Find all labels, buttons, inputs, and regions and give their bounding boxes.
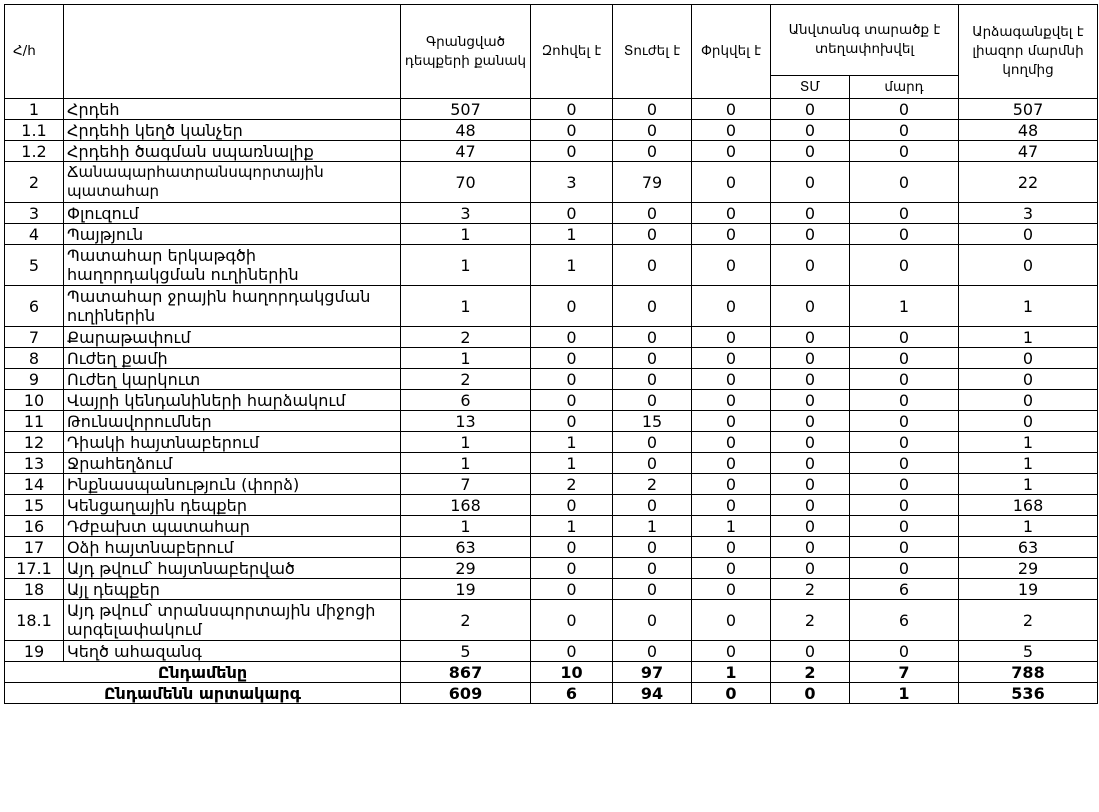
cell-rescued: 0 <box>692 537 771 558</box>
row-index: 18 <box>5 579 64 600</box>
cell-injured: 0 <box>613 600 692 641</box>
cell-people: 0 <box>850 224 959 245</box>
cell-vehicles: 0 <box>771 245 850 286</box>
table-row <box>5 474 1098 495</box>
row-name: Հրդեհի կեղծ կանչեր <box>64 120 401 141</box>
cell-rescued: 0 <box>692 474 771 495</box>
cell-vehicles: 0 <box>771 162 850 203</box>
header-index: Հ/հ <box>5 5 64 99</box>
cell-died: 0 <box>531 120 613 141</box>
cell-responded: 47 <box>959 141 1098 162</box>
cell-died: 0 <box>531 537 613 558</box>
row-index: 12 <box>5 432 64 453</box>
cell-vehicles: 0 <box>771 120 850 141</box>
cell-registered: 6 <box>401 390 531 411</box>
cell-injured: 15 <box>613 411 692 432</box>
cell-people: 0 <box>850 162 959 203</box>
row-name: Ջրահեղձում <box>64 453 401 474</box>
cell-vehicles: 0 <box>771 224 850 245</box>
cell-responded: 0 <box>959 390 1098 411</box>
cell-died: 0 <box>531 327 613 348</box>
total-responded: 788 <box>959 662 1098 683</box>
cell-died: 0 <box>531 641 613 662</box>
table-row <box>5 516 1098 537</box>
cell-injured: 0 <box>613 224 692 245</box>
row-index: 2 <box>5 162 64 203</box>
row-name: Պատահար երկաթգծի հաղորդակցման ուղիներին <box>64 245 401 286</box>
table-row <box>5 203 1098 224</box>
row-index: 17 <box>5 537 64 558</box>
cell-people: 0 <box>850 348 959 369</box>
table-row <box>5 495 1098 516</box>
row-index: 19 <box>5 641 64 662</box>
cell-died: 1 <box>531 432 613 453</box>
cell-injured: 0 <box>613 432 692 453</box>
cell-responded: 0 <box>959 224 1098 245</box>
row-name: Դիակի հայտնաբերում <box>64 432 401 453</box>
cell-injured: 0 <box>613 390 692 411</box>
table-row <box>5 120 1098 141</box>
cell-people: 6 <box>850 579 959 600</box>
cell-injured: 0 <box>613 141 692 162</box>
cell-registered: 1 <box>401 453 531 474</box>
cell-responded: 0 <box>959 369 1098 390</box>
cell-injured: 0 <box>613 286 692 327</box>
cell-rescued: 0 <box>692 579 771 600</box>
cell-injured: 0 <box>613 579 692 600</box>
cell-responded: 168 <box>959 495 1098 516</box>
table-row <box>5 641 1098 662</box>
table-body <box>5 99 1098 704</box>
row-index: 1.2 <box>5 141 64 162</box>
cell-people: 0 <box>850 516 959 537</box>
cell-responded: 507 <box>959 99 1098 120</box>
cell-died: 1 <box>531 224 613 245</box>
cell-injured: 0 <box>613 99 692 120</box>
cell-people: 1 <box>850 286 959 327</box>
cell-rescued: 0 <box>692 141 771 162</box>
cell-died: 1 <box>531 245 613 286</box>
row-name: Կեղծ ահազանգ <box>64 641 401 662</box>
row-name: Փլուզում <box>64 203 401 224</box>
table-row <box>5 537 1098 558</box>
cell-people: 0 <box>850 641 959 662</box>
cell-rescued: 0 <box>692 99 771 120</box>
cell-responded: 22 <box>959 162 1098 203</box>
cell-injured: 0 <box>613 348 692 369</box>
total-died: 10 <box>531 662 613 683</box>
cell-responded: 1 <box>959 327 1098 348</box>
cell-injured: 0 <box>613 558 692 579</box>
cell-responded: 0 <box>959 348 1098 369</box>
row-name: Քարաթափում <box>64 327 401 348</box>
cell-died: 0 <box>531 495 613 516</box>
cell-responded: 48 <box>959 120 1098 141</box>
total-row <box>5 683 1098 704</box>
cell-people: 0 <box>850 474 959 495</box>
total-injured: 94 <box>613 683 692 704</box>
cell-people: 0 <box>850 411 959 432</box>
table-row <box>5 600 1098 641</box>
cell-registered: 29 <box>401 558 531 579</box>
total-vehicles: 2 <box>771 662 850 683</box>
cell-people: 0 <box>850 141 959 162</box>
header-injured: Տուժել է <box>613 5 692 99</box>
cell-injured: 0 <box>613 245 692 286</box>
total-people: 7 <box>850 662 959 683</box>
cell-people: 0 <box>850 120 959 141</box>
cell-registered: 7 <box>401 474 531 495</box>
cell-people: 0 <box>850 453 959 474</box>
cell-rescued: 0 <box>692 203 771 224</box>
cell-rescued: 0 <box>692 600 771 641</box>
row-index: 7 <box>5 327 64 348</box>
cell-vehicles: 0 <box>771 286 850 327</box>
cell-people: 0 <box>850 327 959 348</box>
cell-vehicles: 2 <box>771 579 850 600</box>
header-name <box>64 5 401 99</box>
row-name: Հրդեհի ծագման սպառնալիք <box>64 141 401 162</box>
cell-died: 0 <box>531 411 613 432</box>
table-row <box>5 390 1098 411</box>
cell-rescued: 0 <box>692 411 771 432</box>
cell-rescued: 0 <box>692 432 771 453</box>
cell-people: 0 <box>850 432 959 453</box>
cell-registered: 13 <box>401 411 531 432</box>
cell-vehicles: 0 <box>771 432 850 453</box>
header-relocated-people: մարդ <box>850 76 959 99</box>
cell-injured: 0 <box>613 327 692 348</box>
row-name: Ուժեղ քամի <box>64 348 401 369</box>
row-index: 10 <box>5 390 64 411</box>
table-header <box>5 5 1098 99</box>
table-row <box>5 348 1098 369</box>
cell-died: 0 <box>531 558 613 579</box>
row-name: Ուժեղ կարկուտ <box>64 369 401 390</box>
total-row <box>5 662 1098 683</box>
table-row <box>5 327 1098 348</box>
cell-responded: 0 <box>959 411 1098 432</box>
cell-people: 0 <box>850 537 959 558</box>
cell-vehicles: 2 <box>771 600 850 641</box>
cell-registered: 5 <box>401 641 531 662</box>
row-name: Կենցաղային դեպքեր <box>64 495 401 516</box>
cell-vehicles: 0 <box>771 537 850 558</box>
cell-registered: 2 <box>401 369 531 390</box>
header-died: Զոհվել է <box>531 5 613 99</box>
table-row <box>5 558 1098 579</box>
row-name: Այլ դեպքեր <box>64 579 401 600</box>
cell-registered: 168 <box>401 495 531 516</box>
cell-registered: 1 <box>401 432 531 453</box>
cell-registered: 48 <box>401 120 531 141</box>
cell-registered: 63 <box>401 537 531 558</box>
incident-statistics-table <box>4 4 1098 704</box>
cell-people: 6 <box>850 600 959 641</box>
cell-injured: 1 <box>613 516 692 537</box>
total-people: 1 <box>850 683 959 704</box>
cell-vehicles: 0 <box>771 411 850 432</box>
cell-responded: 63 <box>959 537 1098 558</box>
row-index: 18.1 <box>5 600 64 641</box>
cell-responded: 0 <box>959 245 1098 286</box>
cell-died: 0 <box>531 369 613 390</box>
cell-injured: 2 <box>613 474 692 495</box>
total-responded: 536 <box>959 683 1098 704</box>
header-responded: Արձագանքվել է լիազոր մարմնի կողմից <box>959 5 1098 99</box>
cell-vehicles: 0 <box>771 348 850 369</box>
row-index: 8 <box>5 348 64 369</box>
table-row <box>5 141 1098 162</box>
row-name: Հրդեհ <box>64 99 401 120</box>
cell-vehicles: 0 <box>771 558 850 579</box>
cell-registered: 70 <box>401 162 531 203</box>
row-name: Այդ թվում՝ հայտնաբերված <box>64 558 401 579</box>
table-row <box>5 245 1098 286</box>
cell-rescued: 0 <box>692 162 771 203</box>
cell-injured: 79 <box>613 162 692 203</box>
cell-injured: 0 <box>613 495 692 516</box>
row-index: 17.1 <box>5 558 64 579</box>
cell-responded: 19 <box>959 579 1098 600</box>
cell-vehicles: 0 <box>771 474 850 495</box>
cell-rescued: 0 <box>692 245 771 286</box>
cell-died: 0 <box>531 99 613 120</box>
cell-registered: 3 <box>401 203 531 224</box>
row-name: Դժբախտ պատահար <box>64 516 401 537</box>
cell-responded: 29 <box>959 558 1098 579</box>
cell-died: 0 <box>531 141 613 162</box>
header-relocated: Անվտանգ տարածք է տեղափոխվել <box>771 5 959 76</box>
row-name: Այդ թվում՝ տրանսպորտային միջոցի արգելափակում <box>64 600 401 641</box>
header-registered: Գրանցված դեպքերի քանակ <box>401 5 531 99</box>
cell-registered: 2 <box>401 600 531 641</box>
cell-people: 0 <box>850 558 959 579</box>
cell-died: 0 <box>531 348 613 369</box>
cell-responded: 5 <box>959 641 1098 662</box>
row-name: Վայրի կենդանիների հարձակում <box>64 390 401 411</box>
row-index: 1.1 <box>5 120 64 141</box>
cell-vehicles: 0 <box>771 99 850 120</box>
cell-responded: 1 <box>959 453 1098 474</box>
cell-registered: 2 <box>401 327 531 348</box>
total-injured: 97 <box>613 662 692 683</box>
cell-died: 1 <box>531 516 613 537</box>
cell-registered: 507 <box>401 99 531 120</box>
total-vehicles: 0 <box>771 683 850 704</box>
cell-injured: 0 <box>613 641 692 662</box>
row-name: Պայթյուն <box>64 224 401 245</box>
cell-people: 0 <box>850 390 959 411</box>
cell-responded: 3 <box>959 203 1098 224</box>
cell-rescued: 0 <box>692 453 771 474</box>
cell-registered: 1 <box>401 245 531 286</box>
cell-people: 0 <box>850 369 959 390</box>
cell-rescued: 0 <box>692 120 771 141</box>
table-row <box>5 411 1098 432</box>
cell-injured: 0 <box>613 120 692 141</box>
cell-rescued: 0 <box>692 495 771 516</box>
table-row <box>5 286 1098 327</box>
row-name: Պատահար ջրային հաղորդակցման ուղիներին <box>64 286 401 327</box>
cell-injured: 0 <box>613 203 692 224</box>
row-index: 4 <box>5 224 64 245</box>
cell-injured: 0 <box>613 453 692 474</box>
cell-vehicles: 0 <box>771 453 850 474</box>
cell-died: 2 <box>531 474 613 495</box>
cell-injured: 0 <box>613 537 692 558</box>
row-name: Ճանապարհատրանսպորտային պատահար <box>64 162 401 203</box>
row-name: Թունավորումներ <box>64 411 401 432</box>
cell-vehicles: 0 <box>771 369 850 390</box>
cell-people: 0 <box>850 245 959 286</box>
cell-vehicles: 0 <box>771 327 850 348</box>
total-died: 6 <box>531 683 613 704</box>
row-name: Ինքնասպանություն (փորձ) <box>64 474 401 495</box>
cell-died: 0 <box>531 390 613 411</box>
cell-registered: 1 <box>401 286 531 327</box>
total-rescued: 1 <box>692 662 771 683</box>
table-row <box>5 162 1098 203</box>
row-index: 3 <box>5 203 64 224</box>
row-index: 11 <box>5 411 64 432</box>
cell-vehicles: 0 <box>771 641 850 662</box>
header-rescued: Փրկվել է <box>692 5 771 99</box>
row-name: Օձի հայտնաբերում <box>64 537 401 558</box>
total-rescued: 0 <box>692 683 771 704</box>
table-row <box>5 99 1098 120</box>
cell-responded: 1 <box>959 474 1098 495</box>
cell-died: 0 <box>531 203 613 224</box>
cell-registered: 1 <box>401 516 531 537</box>
cell-vehicles: 0 <box>771 203 850 224</box>
cell-died: 0 <box>531 579 613 600</box>
cell-vehicles: 0 <box>771 516 850 537</box>
row-index: 16 <box>5 516 64 537</box>
cell-vehicles: 0 <box>771 390 850 411</box>
total-registered: 867 <box>401 662 531 683</box>
row-index: 1 <box>5 99 64 120</box>
cell-died: 3 <box>531 162 613 203</box>
cell-died: 1 <box>531 453 613 474</box>
row-index: 15 <box>5 495 64 516</box>
table-row <box>5 224 1098 245</box>
cell-rescued: 0 <box>692 558 771 579</box>
row-index: 6 <box>5 286 64 327</box>
cell-rescued: 1 <box>692 516 771 537</box>
row-index: 13 <box>5 453 64 474</box>
cell-rescued: 0 <box>692 224 771 245</box>
cell-vehicles: 0 <box>771 141 850 162</box>
cell-people: 0 <box>850 495 959 516</box>
row-index: 5 <box>5 245 64 286</box>
cell-registered: 1 <box>401 348 531 369</box>
cell-rescued: 0 <box>692 348 771 369</box>
total-label: Ընդամենն արտակարգ <box>5 683 401 704</box>
table-row <box>5 432 1098 453</box>
cell-registered: 47 <box>401 141 531 162</box>
row-index: 14 <box>5 474 64 495</box>
cell-rescued: 0 <box>692 641 771 662</box>
cell-vehicles: 0 <box>771 495 850 516</box>
row-index: 9 <box>5 369 64 390</box>
cell-registered: 19 <box>401 579 531 600</box>
cell-responded: 1 <box>959 286 1098 327</box>
cell-injured: 0 <box>613 369 692 390</box>
cell-died: 0 <box>531 600 613 641</box>
cell-responded: 2 <box>959 600 1098 641</box>
table-row <box>5 579 1098 600</box>
cell-responded: 1 <box>959 516 1098 537</box>
cell-died: 0 <box>531 286 613 327</box>
cell-people: 0 <box>850 203 959 224</box>
header-relocated-vehicles: ՏՄ <box>771 76 850 99</box>
total-label: Ընդամենը <box>5 662 401 683</box>
cell-responded: 1 <box>959 432 1098 453</box>
cell-people: 0 <box>850 99 959 120</box>
cell-rescued: 0 <box>692 369 771 390</box>
total-registered: 609 <box>401 683 531 704</box>
cell-registered: 1 <box>401 224 531 245</box>
table-row <box>5 369 1098 390</box>
cell-rescued: 0 <box>692 390 771 411</box>
table-row <box>5 453 1098 474</box>
cell-rescued: 0 <box>692 286 771 327</box>
cell-rescued: 0 <box>692 327 771 348</box>
